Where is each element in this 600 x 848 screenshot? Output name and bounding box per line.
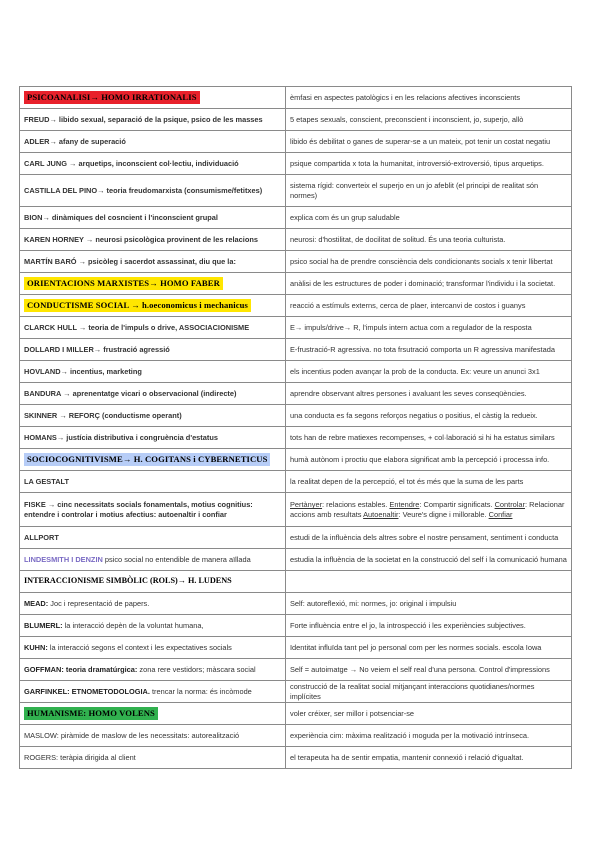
section-header-row <box>20 571 572 593</box>
section-title-conductisme: CONDUCTISME SOCIAL → h.oeconomicus i mechanicus <box>24 299 251 312</box>
description-cell: estudia la influència de la societat en la construcció del self i la comunicació humana <box>286 549 572 571</box>
section-title-sociocognitivisme: SOCIOCOGNITIVISME→ H. COGITANS i CYBERNETICUS <box>24 453 270 466</box>
description-cell: construcció de la realitat social mitjançant interaccions quotidianes/normes implícites <box>286 681 572 703</box>
author-cell: ALLPORT <box>20 527 286 549</box>
description-cell: estudi de la influència dels altres sobre el nostre pensament, sentiment i conducta <box>286 527 572 549</box>
author-cell: GARFINKEL: ETNOMETODOLOGIA. trencar la norma: és incòmode <box>20 681 286 703</box>
table-row <box>20 659 572 681</box>
section-title-interaccionisme: INTERACCIONISME SIMBÒLIC (ROLS)→ H. LUDENS <box>24 576 232 586</box>
section-header-row <box>20 273 572 295</box>
term-underlined: Autoenaltir <box>363 509 399 519</box>
table-row <box>20 317 572 339</box>
section-desc: anàlisi de les estructures de poder i dominació; transformar l'individu i la societat. <box>286 273 572 295</box>
term-underlined: Controlar <box>494 500 525 510</box>
table-row <box>20 593 572 615</box>
author-cell: BANDURA → aprenentatge vicari o observacional (indirecte) <box>20 383 286 405</box>
table-row <box>20 383 572 405</box>
table-row <box>20 153 572 175</box>
section-desc: humà autònom i proctiu que elabora significat amb la percepció i processa info. <box>286 449 572 471</box>
description-cell: Self: autoreflexió, mi: normes, jo: original i impulsiu <box>286 593 572 615</box>
table-row <box>20 549 572 571</box>
description-cell: la realitat depen de la percepció, el tot és més que la suma de les parts <box>286 471 572 493</box>
table-row <box>20 361 572 383</box>
description-cell: libido és debilitat o ganes de superar-se a un mateix, pot tenir un costat negatiu <box>286 131 572 153</box>
description-cell: experiència cim: màxima realització i moguda per la motivació intrínseca. <box>286 725 572 747</box>
description-cell: Identitat influïda tant pel jo personal com per les normes socials. escola Iowa <box>286 637 572 659</box>
table-row <box>20 207 572 229</box>
section-header-row <box>20 87 572 109</box>
description-cell: sistema rígid: converteix el superjo en un jo afeblit (el principi de realitat són normes) <box>286 175 572 207</box>
description-cell: psique compartida x tota la humanitat, introversió-extroversió, tipus arquetips. <box>286 153 572 175</box>
section-desc: reacció a estímuls externs, cerca de plaer, intercanvi de costos i guanys <box>286 295 572 317</box>
section-title-marxistes: ORIENTACIONS MARXISTES→ HOMO FABER <box>24 277 223 290</box>
table-row <box>20 493 572 527</box>
table-row <box>20 725 572 747</box>
author-cell: MARTÍN BARÓ → psicòleg i sacerdot assassinat, diu que la: <box>20 251 286 273</box>
description-cell: Pertànyer: relacions estables. Entendre: Compartir significats. Controlar: Relacionar accions amb resultats Autoenaltir: Veure's digne i millorable. Confiar <box>286 493 572 527</box>
description-cell: 5 etapes sexuals, conscient, preconscient i inconscient, jo, superjo, allò <box>286 109 572 131</box>
table-row <box>20 251 572 273</box>
term-underlined: Confiar <box>488 509 513 519</box>
table-row <box>20 175 572 207</box>
section-header-row <box>20 703 572 725</box>
author-cell: ADLER→ afany de superació <box>20 131 286 153</box>
table-row <box>20 339 572 361</box>
author-cell: KUHN: la interacció segons el context i les expectatives socials <box>20 637 286 659</box>
author-cell: SKINNER → REFORÇ (conductisme operant) <box>20 405 286 427</box>
description-cell: tots han de rebre matiexes recompenses, + col·laboració si hi ha estatus similars <box>286 427 572 449</box>
table-row <box>20 131 572 153</box>
section-desc: èmfasi en aspectes patològics i en les relacions afectives inconscients <box>286 87 572 109</box>
description-cell: explica com és un grup saludable <box>286 207 572 229</box>
description-cell: aprendre observant altres persones i avaluant les seves conseqüències. <box>286 383 572 405</box>
author-cell: GOFFMAN: teoria dramatúrgica: zona rere vestidors; màscara social <box>20 659 286 681</box>
author-cell: HOMANS→ justícia distributiva i congruència d'estatus <box>20 427 286 449</box>
author-cell: FREUD→ libido sexual, separació de la psique, psico de les masses <box>20 109 286 131</box>
section-desc: voler créixer, ser millor i potsenciar-se <box>286 703 572 725</box>
author-cell: MASLOW: piràmide de maslow de les necessitats: autorealització <box>20 725 286 747</box>
author-cell: CARL JUNG → arquetips, inconscient col·lectiu, individuació <box>20 153 286 175</box>
description-cell: E→ impuls/drive→ R, l'impuls intern actua com a regulador de la resposta <box>286 317 572 339</box>
description-cell: una conducta es fa segons reforços negatius o positius, el càstig la redueix. <box>286 405 572 427</box>
section-title-humanisme: HUMANISME: HOMO VOLENS <box>24 707 158 720</box>
description-cell: neurosi: d'hostilitat, de docilitat de solitud. És una teoria culturista. <box>286 229 572 251</box>
description-cell: el terapeuta ha de sentir empatia, mantenir connexió i relació d'igualtat. <box>286 747 572 769</box>
table-row <box>20 471 572 493</box>
term-underlined: Pertànyer <box>290 500 323 510</box>
table-row <box>20 405 572 427</box>
description-cell: E-frustració-R agressiva. no tota frsutració comporta un R agressiva manifestada <box>286 339 572 361</box>
description-cell: psico social ha de prendre consciència dels condicionants socials x tenir llibertat <box>286 251 572 273</box>
description-cell: Forte influència entre el jo, la introspecció i les experiències subjectives. <box>286 615 572 637</box>
description-cell: els incentius poden avançar la prob de la conducta. Ex: veure un anunci 3x1 <box>286 361 572 383</box>
section-desc <box>286 571 572 593</box>
author-cell: BION→ dinàmiques del cosncient i l'inconscient grupal <box>20 207 286 229</box>
notes-table <box>19 86 572 769</box>
author-cell: ROGERS: teràpia dirigida al client <box>20 747 286 769</box>
section-header-row <box>20 295 572 317</box>
table-row <box>20 615 572 637</box>
table-row <box>20 681 572 703</box>
table-row <box>20 109 572 131</box>
author-cell: FISKE → cinc necessitats socials fonamentals, motius cognitius: entendre i controlar i motius afectius: autoenaltir i confiar <box>20 493 286 527</box>
table-row <box>20 637 572 659</box>
section-header-row <box>20 449 572 471</box>
author-cell: MEAD: Joc i representació de papers. <box>20 593 286 615</box>
table-row <box>20 747 572 769</box>
author-cell: KAREN HORNEY → neurosi psicològica provinent de les relacions <box>20 229 286 251</box>
table-row <box>20 229 572 251</box>
author-cell: HOVLAND→ incentius, marketing <box>20 361 286 383</box>
table-row <box>20 527 572 549</box>
author-cell: CLARCK HULL → teoria de l'impuls o drive, ASSOCIACIONISME <box>20 317 286 339</box>
description-cell: Self = autoimatge → No veiem el self real d'una persona. Control d'impressions <box>286 659 572 681</box>
table-row <box>20 427 572 449</box>
term-underlined: Entendre <box>389 500 420 510</box>
author-cell: CASTILLA DEL PINO→ teoria freudomarxista (consumisme/fetitxes) <box>20 175 286 207</box>
author-cell: BLUMERL: la interacció depèn de la voluntat humana, <box>20 615 286 637</box>
author-cell: LA GESTALT <box>20 471 286 493</box>
author-cell: LINDESMITH I DENZIN psico social no entendible de manera aïllada <box>20 549 286 571</box>
section-title-psicoanalisi: PSICOANALISI→ HOMO IRRATIONALIS <box>24 91 200 104</box>
author-cell: DOLLARD I MILLER→ frustració agressió <box>20 339 286 361</box>
